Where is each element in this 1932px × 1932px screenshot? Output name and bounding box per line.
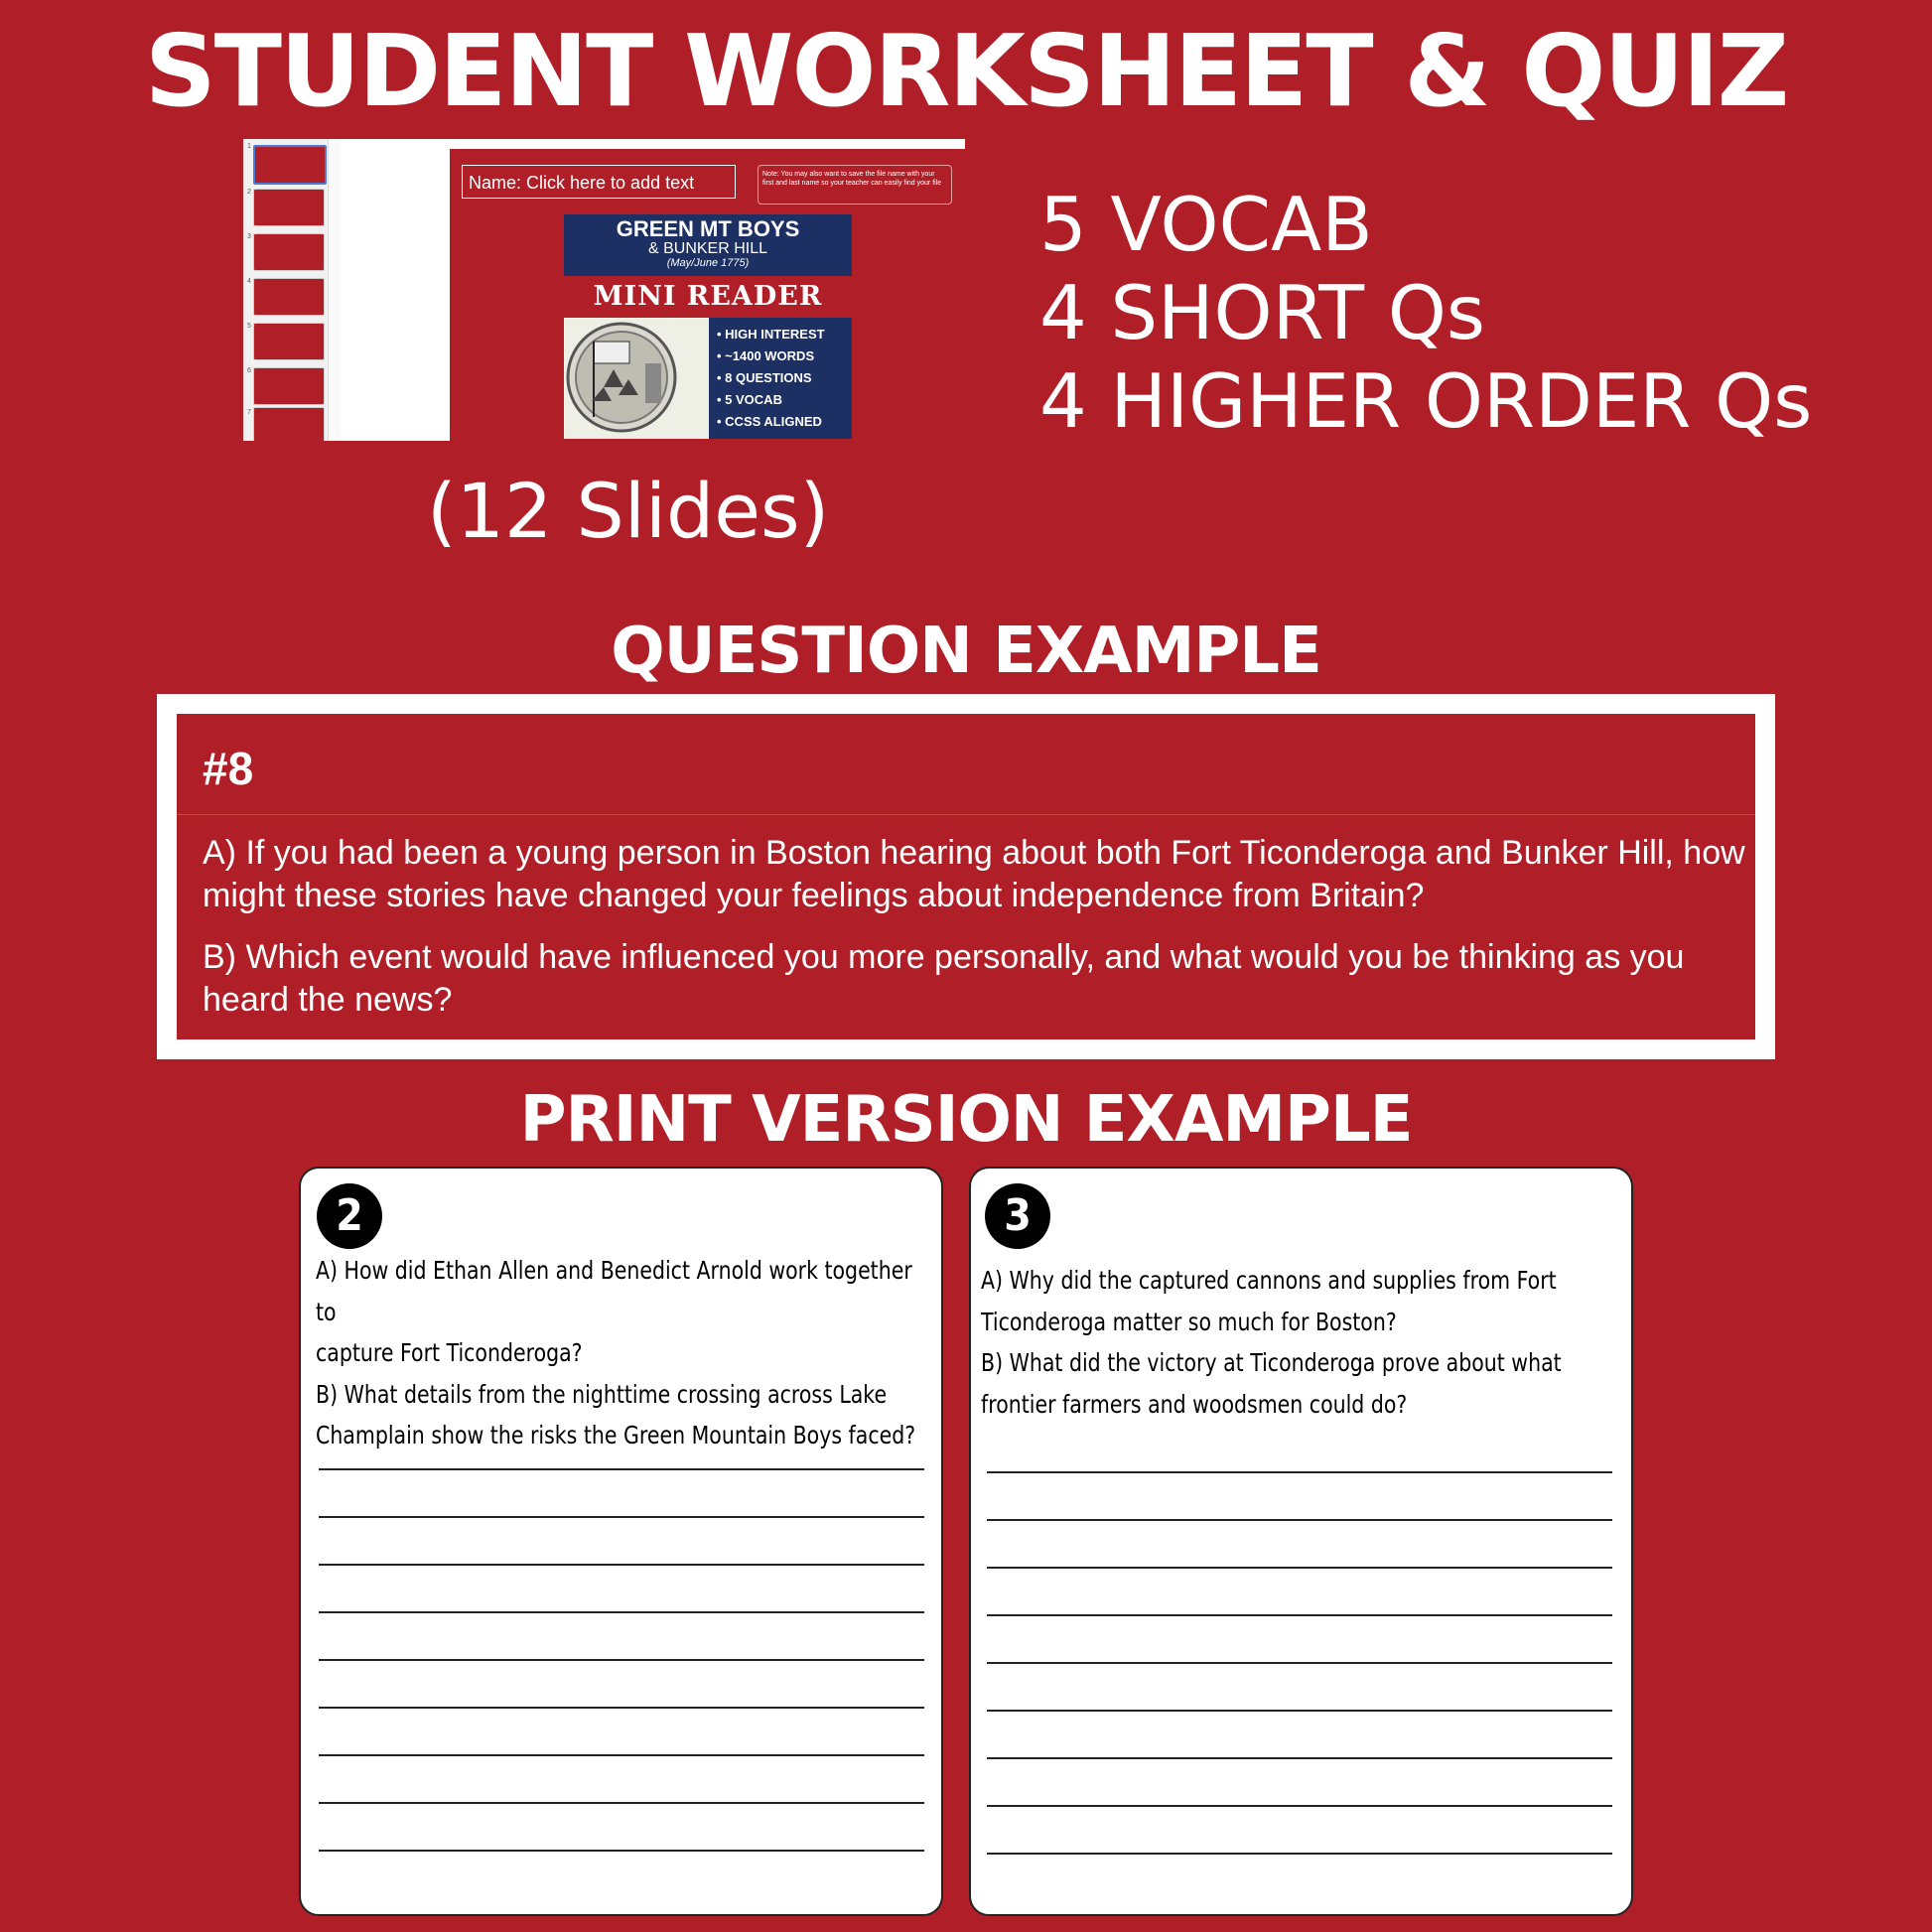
slide-number: 5 — [247, 323, 251, 330]
question-example-box — [157, 694, 1775, 1059]
slide-number: 1 — [247, 143, 251, 150]
print-example-heading: PRINT VERSION EXAMPLE — [519, 1083, 1413, 1157]
question-part-b: B) Which event would have influenced you more personally, and what would you be thinking as you heard the news? — [203, 938, 1685, 1019]
feature-item: • 8 QUESTIONS — [717, 370, 812, 385]
slide-number: 3 — [247, 233, 251, 240]
name-text-box[interactable]: Name: Click here to add text — [462, 165, 736, 199]
print-question-text: A) How did Ethan Allen and Benedict Arnold work together to capture Fort Ticonderoga? B) What details from the nighttime crossing across Lake Champlain show the risks the Green Mountain Boys faced? — [316, 1256, 916, 1449]
stat-higher-order-questions: 4 HIGHER ORDER Qs — [1039, 357, 1813, 445]
cover-title: GREEN MT BOYS — [616, 216, 800, 241]
answer-line — [319, 1802, 924, 1804]
slides-preview — [243, 139, 965, 441]
slide-thumbnail-panel — [243, 139, 329, 441]
slide-number: 7 — [247, 409, 251, 416]
cover-feature-list — [709, 318, 852, 439]
stat-vocab: 5 VOCAB — [1039, 181, 1373, 268]
cover-title-block — [564, 214, 852, 276]
slide-thumbnail[interactable] — [253, 233, 325, 271]
answer-line — [987, 1805, 1612, 1807]
divider — [177, 814, 1755, 815]
slide-thumbnail[interactable] — [253, 278, 325, 316]
question-part-a: A) If you had been a young person in Boston hearing about both Fort Ticonderoga and Bunker Hill, how might these stories have changed your feelings about independence from Britain? — [203, 834, 1745, 914]
answer-line — [987, 1614, 1612, 1616]
slide-thumbnail[interactable] — [253, 367, 325, 405]
answer-line — [987, 1853, 1612, 1855]
answer-line — [319, 1611, 924, 1613]
answer-line — [319, 1850, 924, 1852]
slide-thumbnail[interactable] — [253, 145, 327, 185]
note-text-box: Note: You may also want to save the file name with your first and last name so your teacher can easily find your file — [758, 165, 952, 205]
slide-number: 4 — [247, 278, 251, 285]
slide-thumbnail[interactable] — [253, 407, 325, 441]
answer-line — [319, 1754, 924, 1756]
cover-subtitle: & BUNKER HILL — [647, 240, 768, 257]
answer-line — [987, 1471, 1612, 1473]
battle-illustration-icon — [564, 318, 709, 439]
stat-short-questions: 4 SHORT Qs — [1039, 269, 1486, 356]
slide-thumbnail[interactable] — [253, 323, 325, 360]
answer-line — [319, 1707, 924, 1709]
page-title: STUDENT WORKSHEET & QUIZ — [144, 13, 1788, 129]
feature-item: • ~1400 WORDS — [717, 348, 815, 363]
answer-line — [987, 1710, 1612, 1712]
question-number: #8 — [203, 743, 254, 794]
slide-number: 6 — [247, 367, 251, 374]
slide-thumbnail[interactable] — [253, 189, 325, 226]
canvas-margin — [341, 139, 450, 441]
answer-line — [987, 1662, 1612, 1664]
answer-line — [987, 1519, 1612, 1521]
question-number-badge: 2 — [317, 1183, 382, 1249]
print-card — [969, 1167, 1633, 1916]
feature-stats — [1039, 181, 1812, 446]
question-number-badge: 3 — [985, 1183, 1050, 1249]
cover-dates: (May/June 1775) — [666, 257, 750, 269]
answer-line — [319, 1659, 924, 1661]
slide-number: 2 — [247, 189, 251, 196]
cover-illustration — [564, 318, 709, 439]
slides-count: (12 Slides) — [427, 467, 830, 555]
question-example-heading: QUESTION EXAMPLE — [611, 615, 1321, 688]
answer-line — [319, 1516, 924, 1518]
answer-line — [319, 1468, 924, 1470]
answer-line — [987, 1567, 1612, 1569]
feature-item: • HIGH INTEREST — [717, 327, 825, 342]
current-slide — [450, 149, 965, 441]
answer-line — [319, 1564, 924, 1566]
cover-banner: MINI READER — [593, 281, 823, 312]
answer-line — [987, 1757, 1612, 1759]
feature-item: • 5 VOCAB — [717, 392, 782, 407]
feature-item: • CCSS ALIGNED — [717, 414, 822, 429]
print-question-text: A) Why did the captured cannons and supplies from Fort Ticonderoga matter so much for Boston? B) What did the victory at Ticonderoga prove about what frontier farmers and woodsmen could do? — [981, 1266, 1562, 1419]
print-card — [299, 1167, 943, 1916]
